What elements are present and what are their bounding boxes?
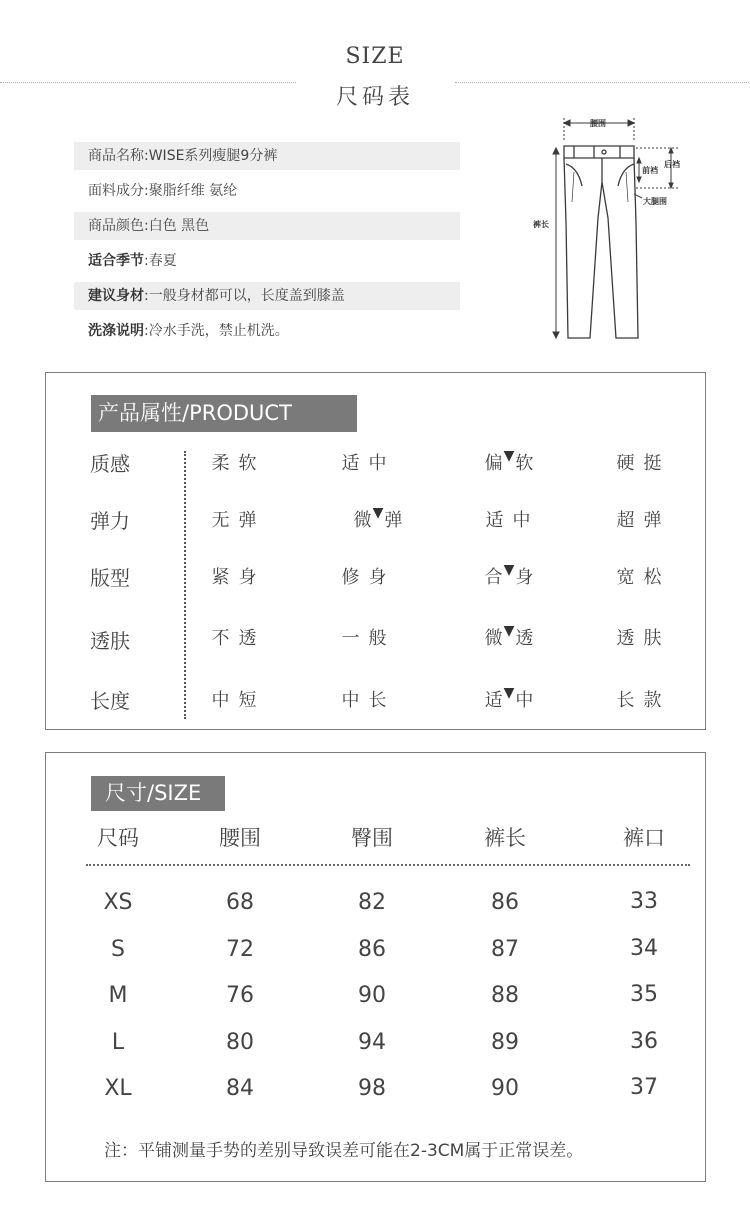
size-table-title: 尺寸/SIZE (91, 776, 225, 811)
info-value: 聚脂纤维 氨纶 (148, 183, 238, 199)
cell-hip: 90 (358, 983, 386, 1008)
selected-text: 适 (484, 690, 503, 711)
diagram-length-label: 裤长 (533, 220, 549, 229)
attr-option: 适中 (485, 510, 540, 531)
attr-option: 一般 (341, 628, 396, 649)
header-title-en: SIZE (345, 44, 405, 69)
info-sep: : (144, 148, 149, 164)
info-row-color (74, 212, 460, 240)
col-header-waist: 腰围 (219, 826, 261, 850)
cell-hem: 34 (630, 936, 658, 961)
cell-size: L (111, 1030, 125, 1055)
header-title-zh: 尺码表 (335, 85, 414, 110)
attr-option: 宽松 (616, 567, 671, 588)
info-sep: : (144, 288, 149, 304)
attr-name: 弹力 (90, 509, 130, 533)
attributes-title: 产品属性/PRODUCT (91, 395, 357, 432)
cell-size: XL (104, 1076, 132, 1101)
info-key: 商品名称 (88, 148, 144, 164)
selection-marker-icon: ▼ (503, 562, 515, 578)
selection-marker-icon: ▼ (372, 505, 384, 521)
attr-option: 透肤 (616, 628, 671, 649)
header-divider (86, 864, 690, 866)
cell-waist: 84 (226, 1076, 254, 1101)
info-value: 春夏 (148, 253, 177, 269)
info-row-body-type (74, 282, 460, 310)
measurement-note: 注：平铺测量手势的差别导致误差可能在2-3CM属于正常误差。 (104, 1141, 584, 1161)
col-header-size: 尺码 (97, 826, 139, 850)
info-sep: : (144, 253, 149, 269)
attr-option: 紧身 (211, 567, 266, 588)
cell-hip: 94 (358, 1030, 386, 1055)
attr-name: 透肤 (90, 629, 130, 653)
cell-size: XS (103, 890, 133, 915)
diagram-waist-label: 腰围 (590, 119, 606, 128)
selected-text: 微 (353, 510, 372, 531)
cell-hem: 35 (630, 982, 658, 1007)
cell-hip: 98 (358, 1076, 386, 1101)
attr-name: 质感 (90, 452, 130, 476)
product-attributes-panel (45, 372, 706, 730)
selected-text-tail: 软 (515, 453, 534, 474)
attr-option-selected (464, 623, 554, 652)
info-row-washing (74, 317, 460, 345)
attr-option: 中长 (341, 690, 396, 711)
attr-option: 长款 (616, 690, 671, 711)
attr-name: 版型 (90, 566, 130, 590)
info-value: 冷水手洗，禁止机洗。 (148, 323, 289, 339)
attr-option: 修身 (341, 567, 396, 588)
info-key: 面料成分 (88, 183, 144, 199)
cell-length: 89 (491, 1030, 519, 1055)
selected-text-tail: 中 (515, 690, 534, 711)
diagram-thigh-label: 大腿围 (643, 197, 667, 206)
col-header-hip: 臀围 (351, 826, 393, 850)
info-sep: : (144, 218, 149, 234)
info-key: 适合季节 (88, 253, 144, 269)
info-key: 建议身材 (88, 288, 144, 304)
attr-option: 中短 (211, 690, 266, 711)
attr-option: 无弹 (211, 510, 266, 531)
info-value: 白色 黑色 (148, 218, 210, 234)
info-key: 洗涤说明 (88, 323, 144, 339)
cell-size: S (111, 937, 125, 962)
pants-diagram (528, 112, 688, 344)
info-sep: : (144, 323, 149, 339)
cell-waist: 80 (226, 1030, 254, 1055)
attr-option-selected (464, 562, 554, 591)
cell-waist: 68 (226, 890, 254, 915)
cell-hem: 37 (630, 1075, 658, 1100)
cell-waist: 76 (226, 983, 254, 1008)
cell-size: M (108, 983, 128, 1008)
attr-option: 硬挺 (616, 453, 671, 474)
info-key: 商品颜色 (88, 218, 144, 234)
attr-option: 不透 (211, 628, 266, 649)
attr-option: 适中 (341, 453, 396, 474)
cell-hip: 86 (358, 937, 386, 962)
selected-text: 偏 (484, 453, 503, 474)
info-row-name (74, 142, 460, 170)
cell-hip: 82 (358, 890, 386, 915)
selected-text: 合 (484, 567, 503, 588)
attr-option-selected (464, 448, 554, 477)
selected-text-tail: 透 (515, 628, 534, 649)
selection-marker-icon: ▼ (503, 685, 515, 701)
selected-text-tail: 身 (515, 567, 534, 588)
col-header-hem: 裤口 (623, 826, 665, 850)
attr-option: 超弹 (616, 510, 671, 531)
attr-name: 长度 (90, 689, 130, 713)
cell-length: 88 (491, 983, 519, 1008)
cell-hem: 36 (630, 1029, 658, 1054)
cell-waist: 72 (226, 937, 254, 962)
diagram-back-rise-label: 后裆 (664, 160, 680, 169)
selection-marker-icon: ▼ (503, 448, 515, 464)
selection-marker-icon: ▼ (503, 623, 515, 639)
selected-text-tail: 弹 (384, 510, 403, 531)
selected-text: 微 (484, 628, 503, 649)
info-value: WISE系列瘦腿9分裤 (148, 148, 278, 164)
info-row-season (74, 247, 460, 275)
cell-hem: 33 (630, 889, 658, 914)
info-sep: : (144, 183, 149, 199)
cell-length: 87 (491, 937, 519, 962)
size-table-panel (45, 752, 706, 1182)
diagram-front-rise-label: 前裆 (642, 166, 658, 175)
cell-length: 90 (491, 1076, 519, 1101)
attributes-divider (184, 451, 186, 719)
info-row-material (74, 177, 460, 205)
info-value: 一般身材都可以，长度盖到膝盖 (148, 288, 345, 304)
attr-option-selected (333, 505, 423, 534)
attr-option-selected (464, 685, 554, 714)
cell-length: 86 (491, 890, 519, 915)
attr-option: 柔软 (211, 453, 266, 474)
col-header-length: 裤长 (484, 826, 526, 850)
